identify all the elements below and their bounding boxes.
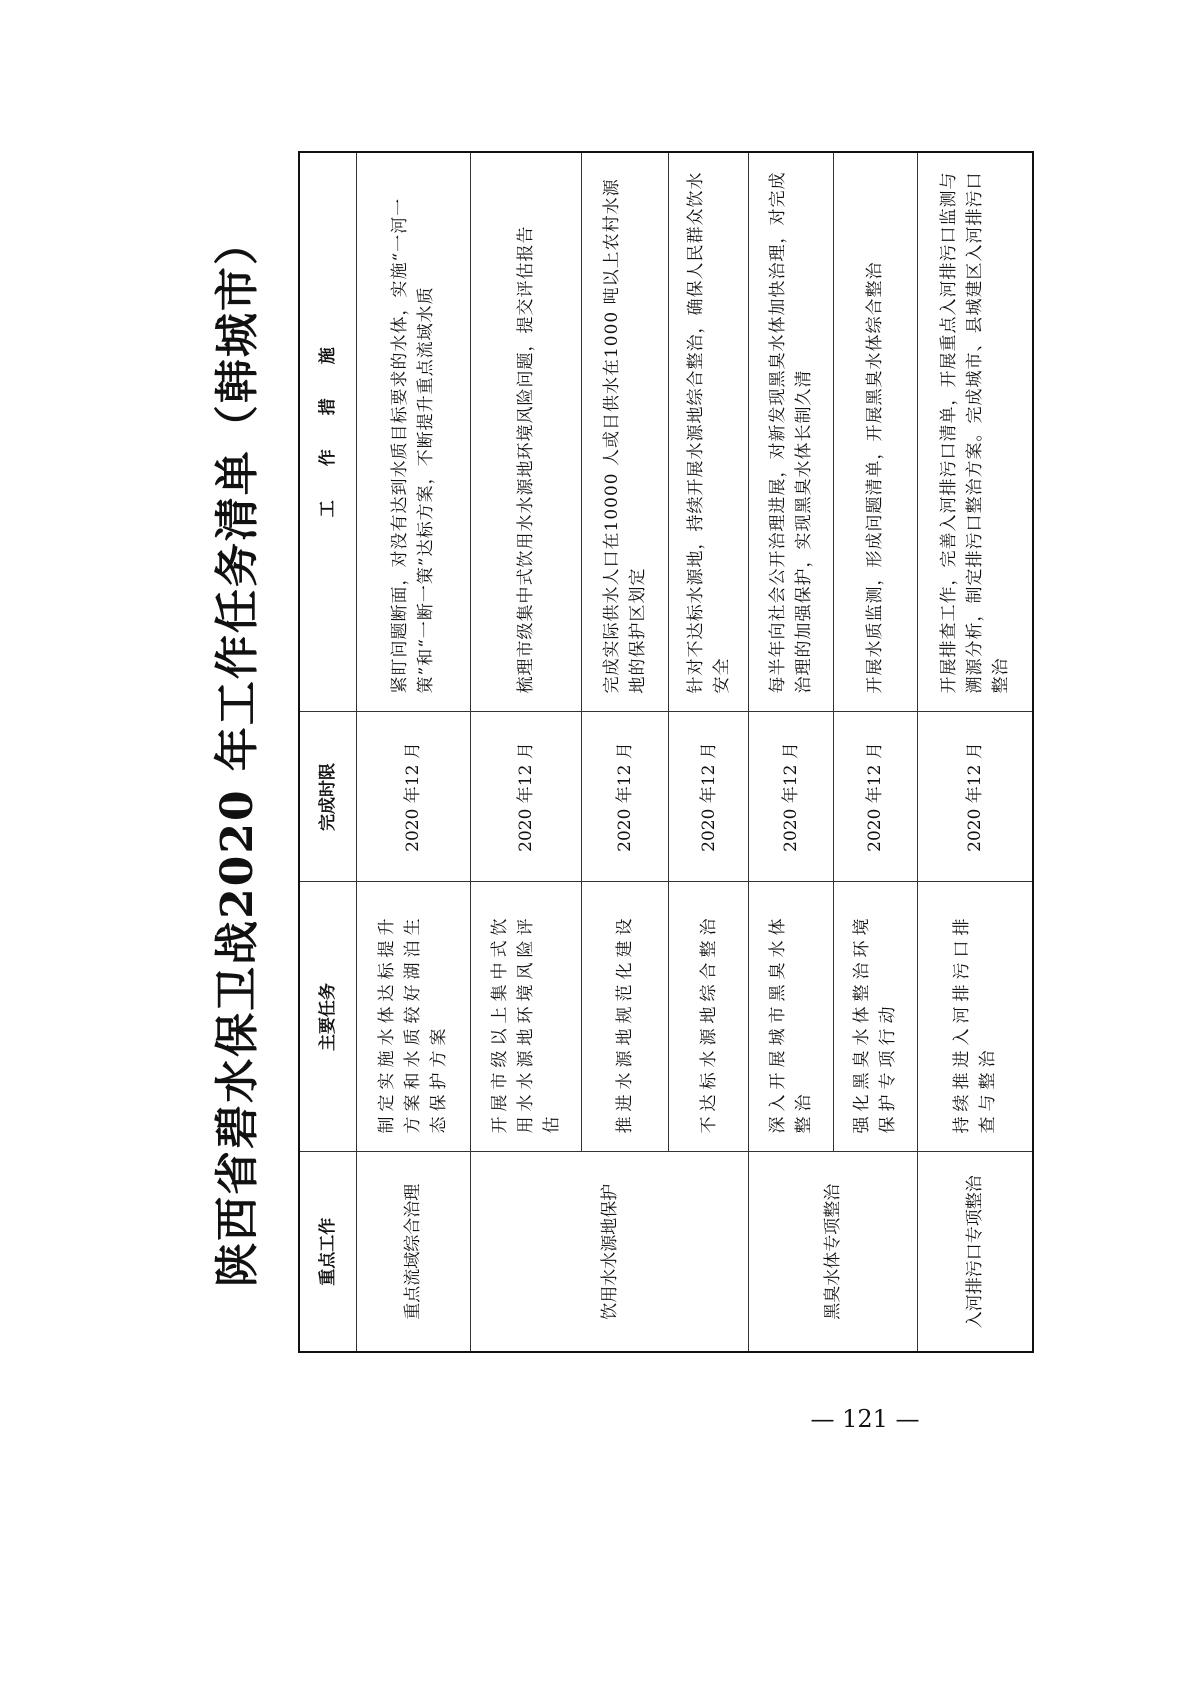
measure-cell: 针对不达标水源地，持续开展水源地综合整治，确保人民群众饮水安全 [669,152,749,712]
measure-cell: 开展排查工作，完善入河排污口清单，开展重点入河排污口监测与溯源分析，制定排污口整治方案。完成城市、县城建区入河排污口整治 [917,152,1033,712]
task-cell: 不达标水源地综合整治 [669,882,749,1152]
rotated-page [203,153,1033,1353]
task-table [298,151,1034,1353]
header-task: 主要任务 [299,882,357,1152]
document-title: 陕西省碧水保卫战2020 年工作任务清单（韩城市） [212,219,263,1287]
deadline-cell: 2020 年12 月 [357,712,471,882]
deadline-cell: 2020 年12 月 [669,712,749,882]
measure-cell: 完成实际供水人口在10000 人或日供水在1000 吨以上农村水源地的保护区划定 [582,152,669,712]
header-measure: 工 作 措 施 [299,152,357,712]
measure-cell: 紧盯问题断面，对没有达到水质目标要求的水体，实施“一河一策”和“一断一策”达标方案，不断提升重点流域水质 [357,152,471,712]
table-row [749,152,833,1352]
focus-cell: 重点流域综合治理 [357,1152,471,1352]
deadline-cell: 2020 年12 月 [749,712,833,882]
deadline-cell: 2020 年12 月 [582,712,669,882]
page-number: — 121 — [810,1405,920,1433]
focus-cell: 饮用水水源地保护 [470,1152,749,1352]
task-cell: 深入开展城市黑臭水体整治 [749,882,833,1152]
table-row [470,152,582,1352]
header-deadline: 完成时限 [299,712,357,882]
header-focus: 重点工作 [299,1152,357,1352]
task-cell: 推进水源地规范化建设 [582,882,669,1152]
focus-cell: 黑臭水体专项整治 [749,1152,917,1352]
deadline-cell: 2020 年12 月 [833,712,917,882]
task-cell: 开展市级以上集中式饮用水水源地环境风险评估 [470,882,582,1152]
task-cell: 制定实施水体达标提升方案和水质较好湖泊生态保护方案 [357,882,471,1152]
measure-cell: 梳理市级集中式饮用水水源地环境风险问题，提交评估报告 [470,152,582,712]
focus-cell: 入河排污口专项整治 [917,1152,1033,1352]
task-cell: 强化黑臭水体整治环境保护专项行动 [833,882,917,1152]
table-header-row [299,152,357,1352]
deadline-cell: 2020 年12 月 [917,712,1033,882]
table-row [357,152,471,1352]
table-row [917,152,1033,1352]
measure-cell: 开展水质监测，形成问题清单，开展黑臭水体综合整治 [833,152,917,712]
deadline-cell: 2020 年12 月 [470,712,582,882]
measure-cell: 每半年向社会公开治理进展，对新发现黑臭水体加快治理，对完成治理的加强保护，实现黑臭水体长制久清 [749,152,833,712]
task-cell: 持续推进入河排污口排查与整治 [917,882,1033,1152]
